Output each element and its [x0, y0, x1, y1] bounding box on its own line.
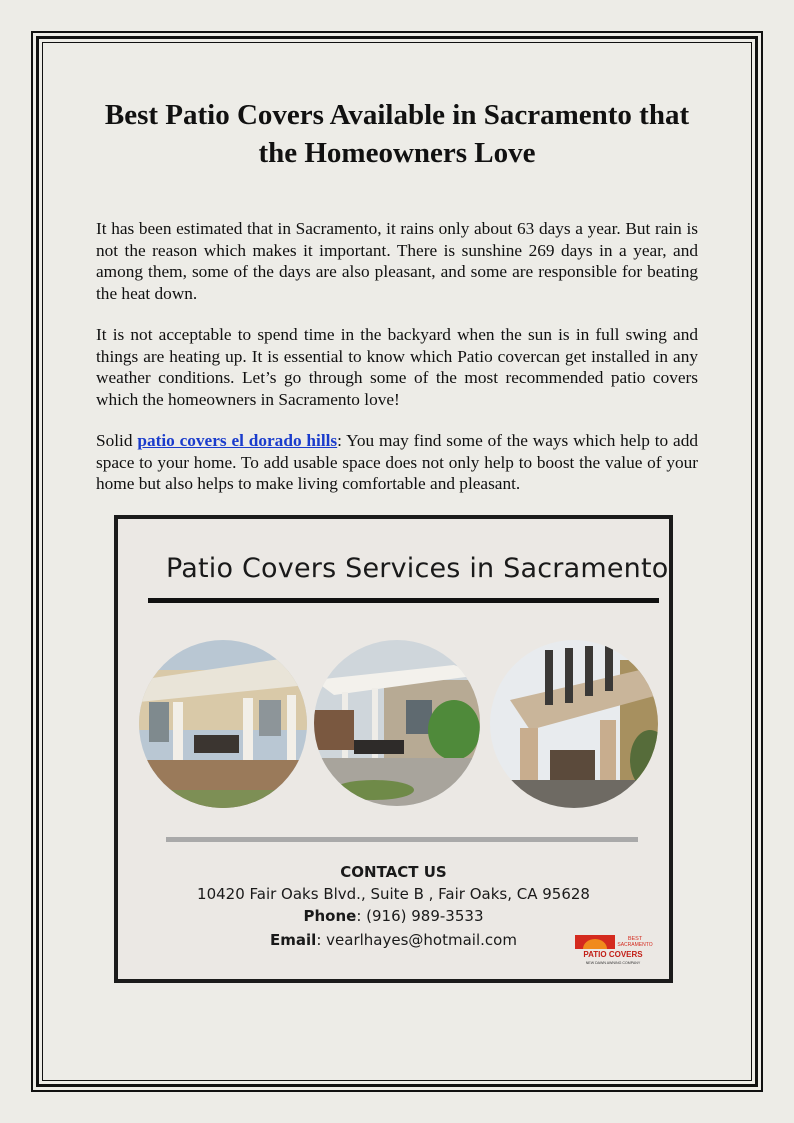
phone-number: : (916) 989-3533 [356, 907, 484, 925]
email-address: : vearlhayes@hotmail.com [316, 931, 517, 949]
paragraph-3 [96, 430, 698, 495]
patio-photo-2 [314, 640, 480, 806]
company-logo [573, 933, 653, 967]
paragraph-1: It has been estimated that in Sacramento, it rains only about 63 days a year. But rain is not the reason which makes it important. There is sunshine 269 days in a year, and among them, some of the days are also pleasant, and some are responsible for beating the heat down. [96, 219, 698, 303]
patio-photo-1 [139, 640, 307, 808]
paragraph-3-text: : You may find some of the ways which help to add space to your home. To add usable space does not only help to boost the value of your home but also helps to make living comfortable and pleasant. [96, 431, 698, 493]
contact-phone [118, 907, 669, 925]
logo-patio-covers: PATIO COVERS [583, 950, 643, 959]
contact-divider [166, 837, 638, 842]
patio-photo-3 [490, 640, 658, 808]
email-label: Email [270, 931, 317, 949]
logo-sacramento: SACRAMENTO [617, 942, 653, 948]
promo-card [118, 519, 669, 979]
patio-covers-link[interactable]: patio covers el dorado hills [137, 431, 338, 450]
contact-heading: CONTACT US [340, 863, 447, 881]
phone-label: Phone [303, 907, 357, 925]
logo-best: BEST [627, 936, 643, 942]
paragraph-2: It is not acceptable to spend time in the backyard when the sun is in full swing and things are heating up. It is essential to know which Patio covercan get installed in any weather conditions. Let’s go through some of the most recommended patio covers which the homeowners in Sacramento love! [96, 325, 698, 409]
page-title: Best Patio Covers Available in Sacramento that the Homeowners Love [104, 99, 690, 169]
contact-address: 10420 Fair Oaks Blvd., Suite B , Fair Oaks, CA 95628 [197, 885, 590, 903]
logo-tagline: NEW DAWN AWNING COMPANY [585, 961, 641, 965]
title-divider [148, 598, 659, 603]
paragraph-3-prefix: Solid [96, 431, 138, 450]
card-title: Patio Covers Services in Sacramento [166, 553, 669, 584]
